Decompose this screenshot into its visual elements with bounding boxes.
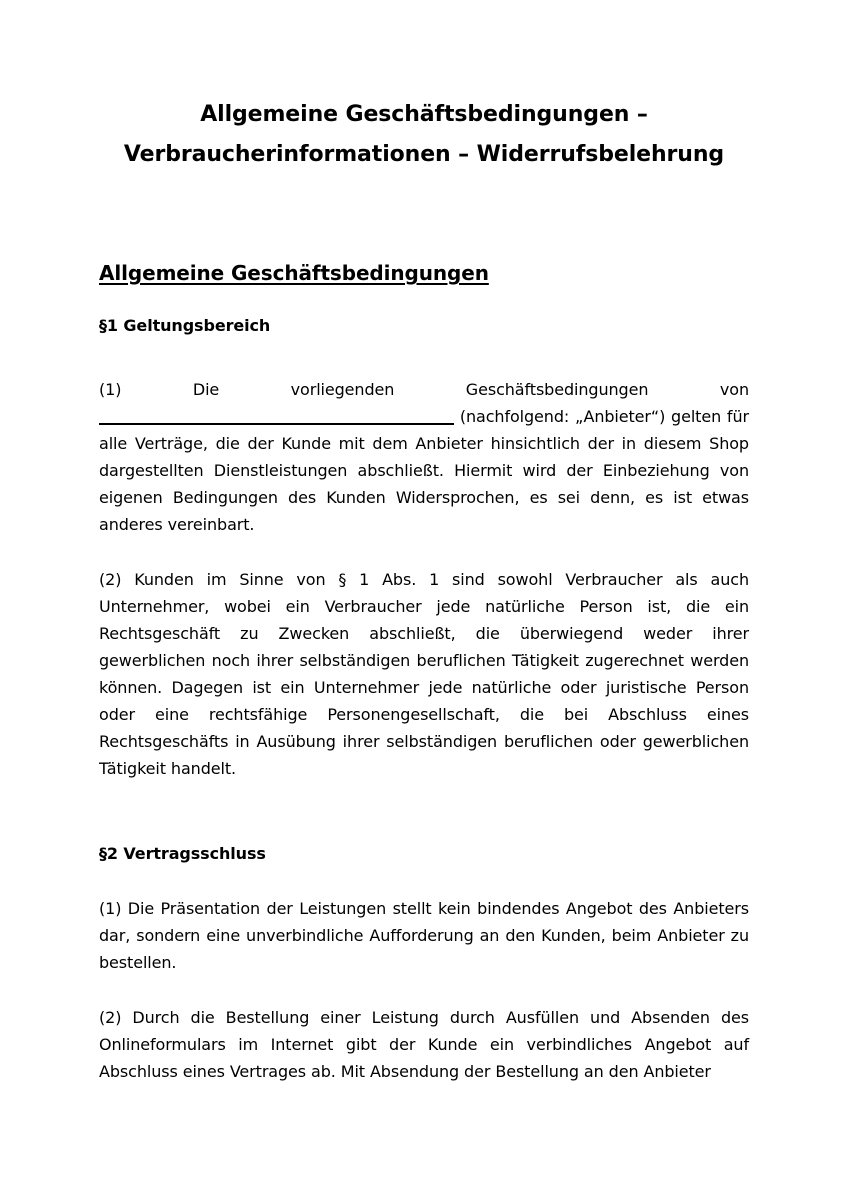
section-1-paragraph-2: (2) Kunden im Sinne von § 1 Abs. 1 sind sowohl Verbraucher als auch Unternehmer, wobei ein Verbraucher jede natürliche Person ist, die ein Rechtsgeschäft zu Zwecken abschließt, die überwiegend weder ihrer gewerblichen noch ihrer selbständigen beruflichen Tätigkeit zugerechnet werden können. Dagegen ist ein Unternehmer jede natürliche oder juristische Person oder eine rechtsfähige Personengesellschaft, die bei Abschluss eines Rechtsgeschäfts in Ausübung ihrer selbständigen beruflichen oder gewerblichen Tätigkeit handelt. [99,570,749,778]
section-2-paragraph-2: (2) Durch die Bestellung einer Leistung durch Ausfüllen und Absenden des Onlineformulars im Internet gibt der Kunde ein verbindliches Angebot auf Abschluss eines Vertrages ab. Mit Absendung der Bestellung an den Anbieter [99,1008,749,1081]
section-1-paragraph-1-text-before-blank: (1) Die vorliegenden Geschäftsbedingungen von [99,380,749,399]
main-section-heading: Allgemeine Geschäftsbedingungen [99,261,489,285]
section-2-heading: §2 Vertragsschluss [99,844,266,863]
fill-in-blank-line [99,410,454,425]
document-title-line-2: Verbraucherinformationen – Widerrufsbelehrung [123,142,725,167]
section-1-paragraph-1 [99,376,749,538]
document-title-line-1: Allgemeine Geschäftsbedingungen – [200,102,648,127]
document-title [99,95,749,175]
section-1-paragraph-1-text-after-blank: (nachfolgend: „Anbieter“) gelten für alle Verträge, die der Kunde mit dem Anbieter hinsichtlich der in diesem Shop dargestellten Dienstleistungen abschließt. Hiermit wird der Einbeziehung von eigenen Bedingungen des Kunden Widersprochen, es sei denn, es ist etwas anderes vereinbart. [99,407,749,534]
section-2-paragraph-1: (1) Die Präsentation der Leistungen stellt kein bindendes Angebot des Anbieters dar, sondern eine unverbindliche Aufforderung an den Kunden, beim Anbieter zu bestellen. [99,899,749,972]
section-1-heading: §1 Geltungsbereich [99,316,271,335]
